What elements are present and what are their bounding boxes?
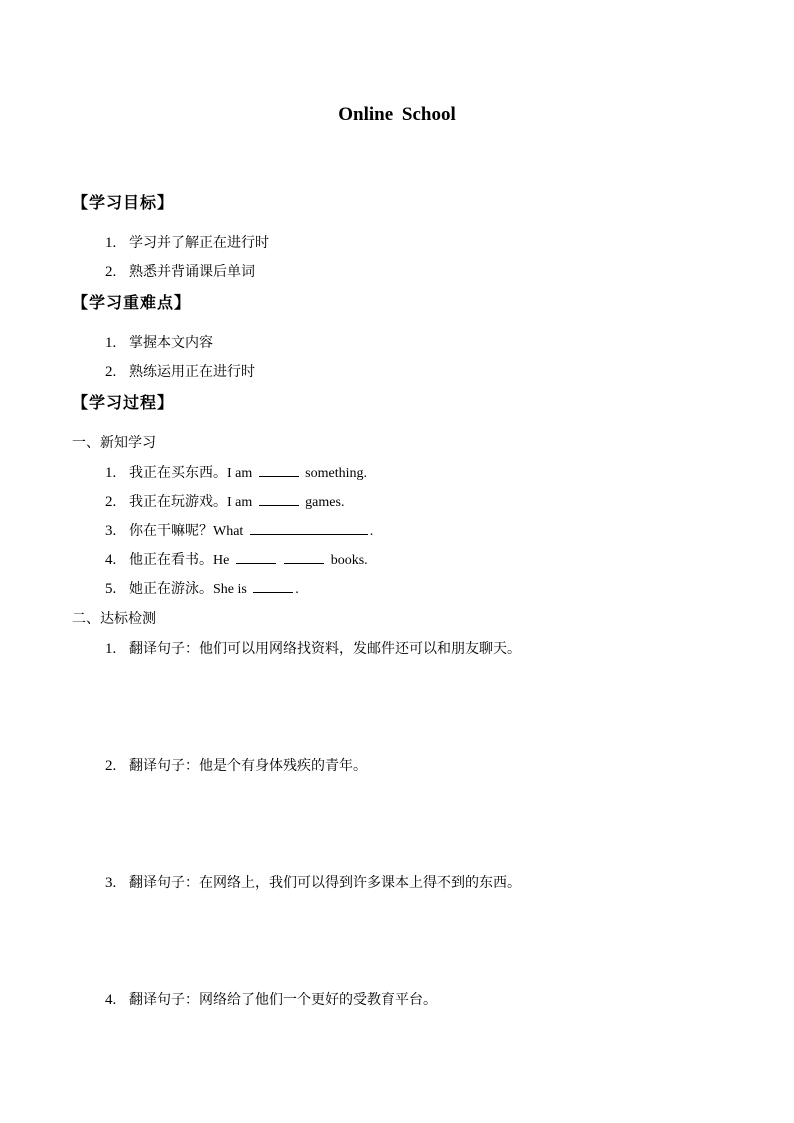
translation-text: 翻译句子：在网络上，我们可以得到许多课本上得不到的东西。	[129, 875, 521, 891]
translation-text: 翻译句子：他是个有身体残疾的青年。	[129, 758, 367, 774]
goal-text: 熟悉并背诵课后单词	[129, 264, 255, 280]
answer-blank[interactable]	[250, 520, 368, 535]
exercise-english-pre: He	[213, 553, 230, 568]
translation-text: 翻译句子：他们可以用网络找资料，发邮件还可以和朋友聊天。	[129, 641, 521, 657]
exercise-english-post: .	[295, 582, 299, 597]
translation-item	[105, 989, 437, 1009]
key-point-item	[105, 361, 255, 381]
key-point-item	[105, 332, 213, 352]
process-heading: 【学习过程】	[72, 393, 175, 412]
exercise-english-post: .	[369, 524, 374, 539]
exercise-item	[105, 462, 367, 482]
key-points-heading: 【学习重难点】	[72, 293, 192, 312]
exercise-item	[105, 578, 299, 598]
exercise-english-pre: I am	[227, 495, 253, 510]
translation-number: 1.	[105, 641, 117, 657]
exercise-chinese: 他正在看书。	[129, 552, 213, 568]
translation-text: 翻译句子：网络给了他们一个更好的受教育平台。	[129, 992, 437, 1008]
exercise-number: 2.	[105, 494, 117, 510]
key-point-number: 1.	[105, 335, 117, 351]
exercise-english-pre: What	[213, 524, 244, 539]
goal-number: 2.	[105, 264, 117, 280]
exercise-english-pre: She is	[213, 582, 247, 597]
exercise-chinese: 你在干嘛呢？	[129, 523, 213, 539]
exercise-english-post: games.	[305, 495, 345, 510]
answer-blank[interactable]	[284, 549, 324, 564]
exercise-chinese: 她正在游泳。	[129, 581, 213, 597]
answer-blank[interactable]	[259, 491, 299, 506]
exercise-english-post: books.	[330, 553, 368, 568]
key-point-text: 掌握本文内容	[129, 335, 213, 351]
exercise-english-pre: I am	[227, 466, 253, 481]
exercise-item	[105, 491, 344, 511]
key-point-text: 熟练运用正在进行时	[129, 364, 255, 380]
exercise-number: 4.	[105, 552, 117, 568]
key-point-number: 2.	[105, 364, 117, 380]
document-title: Online School	[338, 104, 456, 125]
exercise-item	[105, 520, 373, 540]
translation-number: 3.	[105, 875, 117, 891]
goals-heading: 【学习目标】	[72, 193, 175, 212]
exercise-english-post: something.	[305, 466, 368, 481]
translation-item	[105, 872, 521, 892]
answer-blank[interactable]	[259, 462, 299, 477]
goal-item	[105, 232, 269, 252]
part1-label: 一、新知学习	[72, 435, 156, 451]
translation-number: 2.	[105, 758, 117, 774]
goal-item	[105, 261, 255, 281]
exercise-number: 1.	[105, 465, 117, 481]
exercise-number: 5.	[105, 581, 117, 597]
exercise-chinese: 我正在买东西。	[129, 465, 227, 481]
answer-blank[interactable]	[253, 578, 293, 593]
exercise-item	[105, 549, 368, 569]
part2-label: 二、达标检测	[72, 611, 156, 627]
exercise-chinese: 我正在玩游戏。	[129, 494, 227, 510]
goal-text: 学习并了解正在进行时	[129, 235, 269, 251]
answer-blank[interactable]	[236, 549, 276, 564]
translation-item	[105, 638, 521, 658]
translation-item	[105, 755, 367, 775]
goal-number: 1.	[105, 235, 117, 251]
exercise-number: 3.	[105, 523, 117, 539]
translation-number: 4.	[105, 992, 117, 1008]
